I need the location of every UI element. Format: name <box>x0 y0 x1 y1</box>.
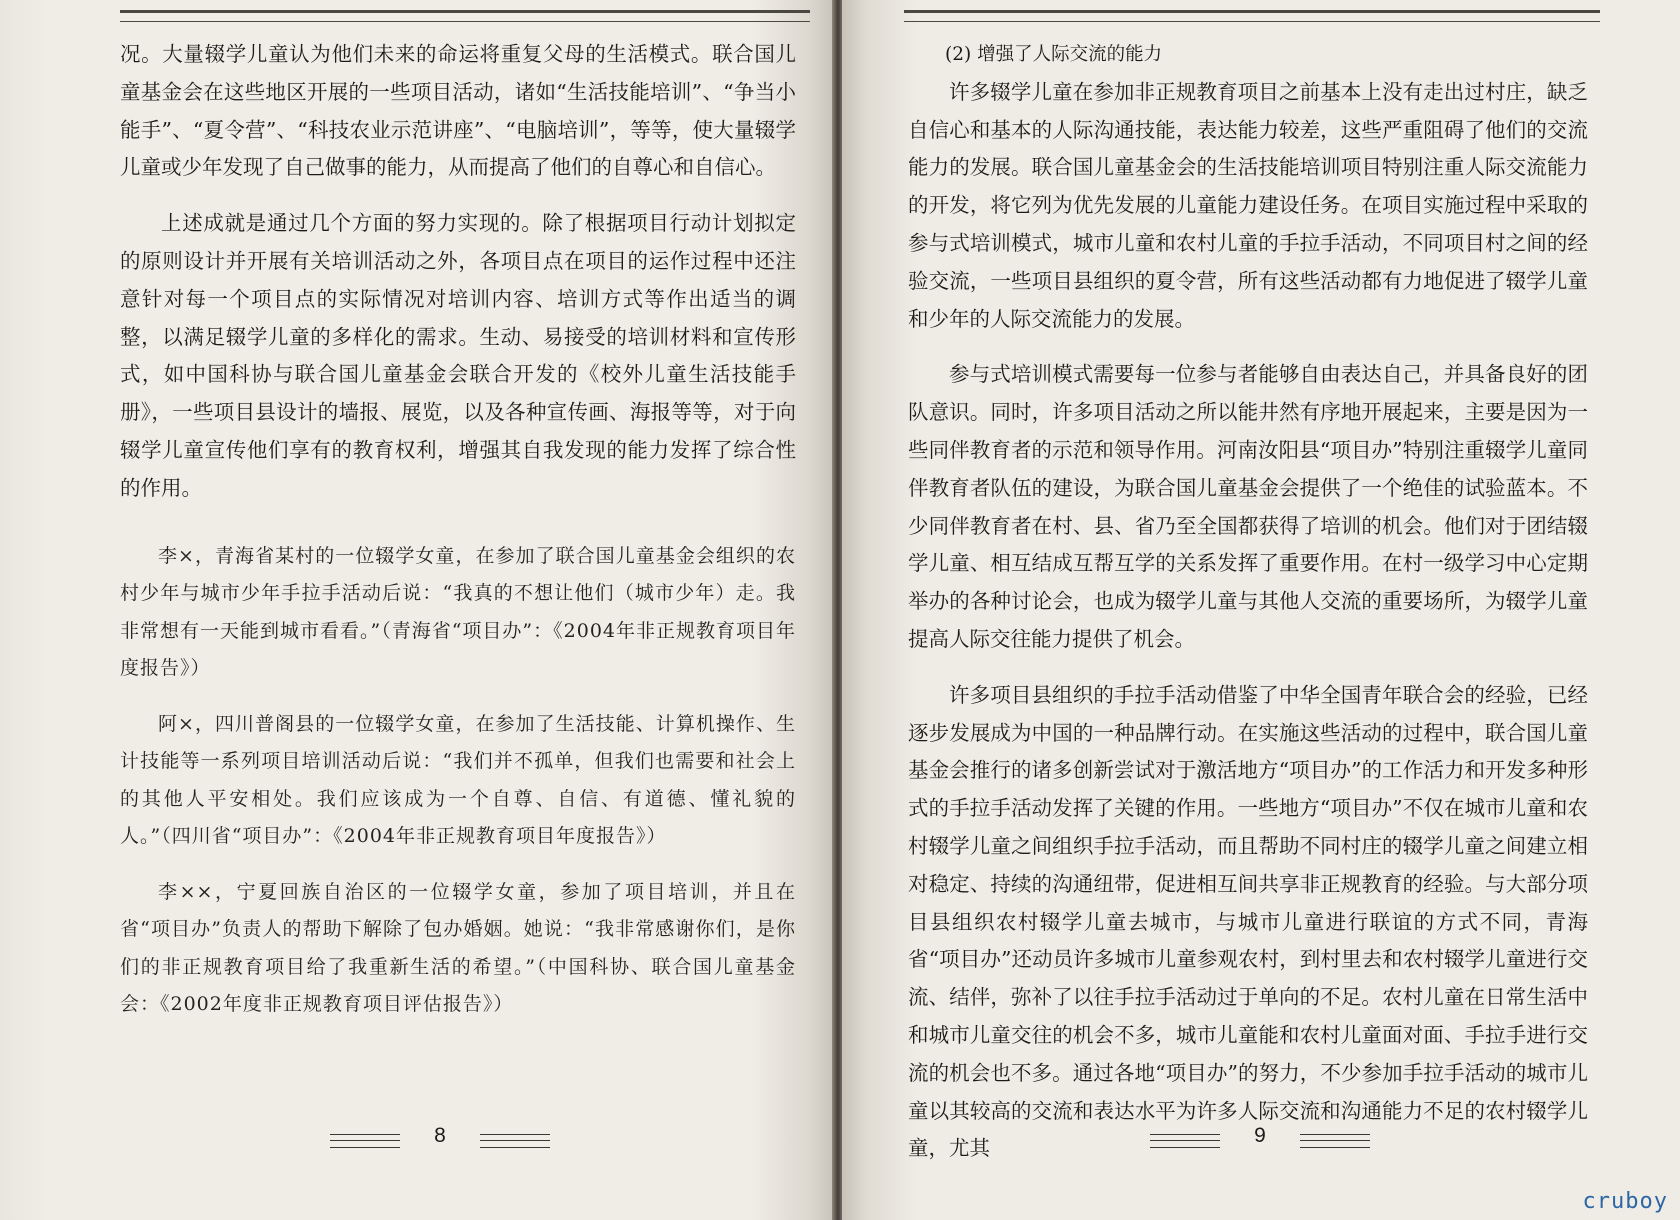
paragraph: 况。大量辍学儿童认为他们未来的命运将重复父母的生活模式。联合国儿童基金会在这些地区开展的一些项目活动，诸如“生活技能培训”、“争当小能手”、“夏令营”、“科技农业示范讲座”、“电脑培训”，等等，使大量辍学儿童或少年发现了自己做事的能力，从而提高了他们的自尊心和自信心。 <box>120 42 796 180</box>
paragraph: 参与式培训模式需要每一位参与者能够自由表达自己，并具备良好的团队意识。同时，许多项目活动之所以能井然有序地开展起来，主要是因为一些同伴教育者的示范和领导作用。河南汝阳县“项目办”特别注重辍学儿童同伴教育者队伍的建设，为联合国儿童基金会提供了一个绝佳的试验蓝本。不少同伴教育者在村、县、省乃至全国都获得了培训的机会。他们对于团结辍学儿童、相互结成互帮互学的关系发挥了重要作用。在村一级学习中心定期举办的各种讨论会，也成为辍学儿童与其他人交流的重要场所，为辍学儿童提高人际交往能力提供了机会。 <box>908 362 1588 651</box>
page-number-ornament <box>1150 1124 1370 1154</box>
testimonial-quote: 阿×，四川普阁县的一位辍学女童，在参加了生活技能、计算机操作、生计技能等一系列项目培训活动后说：“我们并不孤单，但我们也需要和社会上的其他人平安相处。我们应该成为一个自尊、自信、有道德、懂礼貌的人。”（四川省“项目办”：《2004年非正规教育项目年度报告》） <box>120 712 796 848</box>
scan-watermark: cruboy <box>1582 1189 1668 1214</box>
right-page-body <box>908 36 1588 1168</box>
testimonial-quote: 李×，青海省某村的一位辍学女童，在参加了联合国儿童基金会组织的农村少年与城市少年手拉手活动后说：“我真的不想让他们（城市少年）走。我非常想有一天能到城市看看。”（青海省“项目办”：《2004年非正规教育项目年度报告》） <box>120 544 796 680</box>
paragraph: 上述成就是通过几个方面的努力实现的。除了根据项目行动计划拟定的原则设计并开展有关培训活动之外，各项目点在项目的运作过程中还注意针对每一个项目点的实际情况对培训内容、培训方式等作出适当的调整，以满足辍学儿童的多样化的需求。生动、易接受的培训材料和宣传形式，如中国科协与联合国儿童基金会联合开发的《校外儿童生活技能手册》，一些项目县设计的墙报、展览，以及各种宣传画、海报等等，对于向辍学儿童宣传他们享有的教育权利，增强其自我发现的能力发挥了综合性的作用。 <box>120 211 796 500</box>
header-rule <box>904 10 1600 22</box>
header-rule <box>120 10 810 22</box>
page-number: 9 <box>1254 1124 1266 1147</box>
section-subheading: (2) 增强了人际交流的能力 <box>945 44 1163 65</box>
paragraph: 许多项目县组织的手拉手活动借鉴了中华全国青年联合会的经验，已经逐步发展成为中国的一种品牌行动。在实施这些活动的过程中，联合国儿童基金会推行的诸多创新尝试对于激活地方“项目办”的工作活力和开发多种形式的手拉手活动发挥了关键的作用。一些地方“项目办”不仅在城市儿童和农村辍学儿童之间组织手拉手活动，而且帮助不同村庄的辍学儿童之间建立相对稳定、持续的沟通纽带，促进相互间共享非正规教育的经验。与大部分项目县组织农村辍学儿童去城市，与城市儿童进行联谊的方式不同，青海省“项目办”还动员许多城市儿童参观农村，到村里去和农村辍学儿童进行交流、结伴，弥补了以往手拉手活动过于单向的不足。农村儿童在日常生活中和城市儿童交往的机会不多，城市儿童能和农村儿童面对面、手拉手进行交流的机会也不多。通过各地“项目办”的努力，不少参加手拉手活动的城市儿童以其较高的交流和表达水平为许多人际交流和沟通能力不足的农村辍学儿童，尤其 <box>908 682 1588 1161</box>
testimonial-quote: 李××，宁夏回族自治区的一位辍学女童，参加了项目培训，并且在省“项目办”负责人的帮助下解除了包办婚姻。她说：“我非常感谢你们，是你们的非正规教育项目给了我重新生活的希望。”（中国科协、联合国儿童基金会：《2002年度非正规教育项目评估报告》） <box>120 880 796 1016</box>
left-page-body <box>120 36 796 1024</box>
page-number: 8 <box>434 1124 446 1147</box>
page-number-ornament <box>330 1124 550 1154</box>
paragraph: 许多辍学儿童在参加非正规教育项目之前基本上没有走出过村庄，缺乏自信心和基本的人际沟通技能，表达能力较差，这些严重阻碍了他们的交流能力的发展。联合国儿童基金会的生活技能培训项目特别注重人际交流能力的开发，将它列为优先发展的儿童能力建设任务。在项目实施过程中采取的参与式培训模式，城市儿童和农村儿童的手拉手活动，不同项目村之间的经验交流，一些项目县组织的夏令营，所有这些活动都有力地促进了辍学儿童和少年的人际交流能力的发展。 <box>908 79 1588 331</box>
left-page <box>0 0 834 1220</box>
right-page <box>842 0 1680 1220</box>
